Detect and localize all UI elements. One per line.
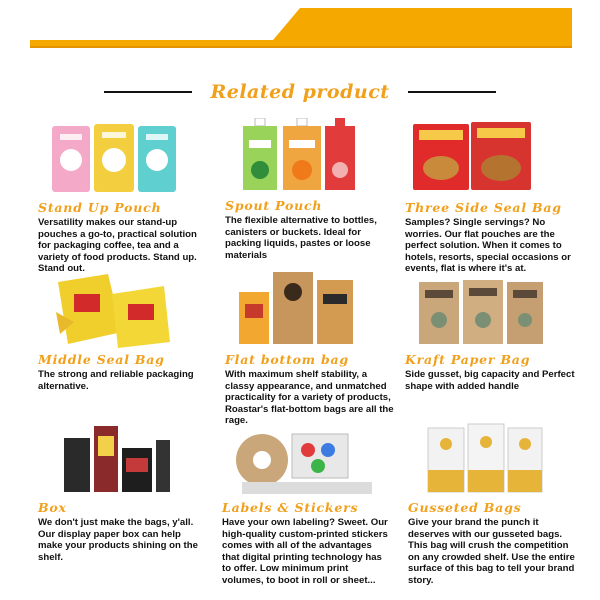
product-name: Flat bottom bag bbox=[225, 352, 349, 367]
section-header bbox=[0, 80, 600, 104]
product-card-box[interactable] bbox=[38, 420, 208, 563]
product-name: Labels & Stickers bbox=[222, 500, 359, 515]
product-description: Have your own labeling? Sweet. Our high-quality custom-printed stickers comes with all of the advantages that digital printing technology has to offer. Low minimum print volumes, to boot in roll or sheet... bbox=[222, 517, 388, 586]
product-description: Give your brand the punch it deserves with our gusseted bags. This bag will crush the competition on any crowded shelf. Use the entire surface of this bag to tell your brand story. bbox=[408, 517, 575, 586]
spout-pouch-image bbox=[225, 118, 395, 196]
product-name: Stand Up Pouch bbox=[38, 200, 162, 215]
labels-stickers-image bbox=[222, 420, 392, 498]
product-card-labels-stickers[interactable] bbox=[222, 420, 392, 587]
product-card-three-side-seal-bag[interactable] bbox=[405, 120, 575, 275]
product-name: Gusseted Bags bbox=[408, 500, 522, 515]
product-card-flat-bottom-bag[interactable] bbox=[225, 272, 395, 427]
product-description: Samples? Single servings? No worries. Our flat pouches are the perfect solution. When it comes to hotels, resorts, special occasions or events, flat is where it's at. bbox=[405, 217, 571, 275]
product-name: Kraft Paper Bag bbox=[405, 352, 531, 367]
product-description: With maximum shelf stability, a classy appearance, and unmatched practicality for a variety of products, Roastar's flat-bottom bags are all the rage. bbox=[225, 369, 394, 427]
product-description: The strong and reliable packaging alternative. bbox=[38, 369, 194, 392]
flat-bottom-bag-image bbox=[225, 272, 395, 350]
box-image bbox=[38, 420, 208, 498]
title-left-rule bbox=[104, 91, 192, 93]
section-title: Related product bbox=[210, 81, 390, 103]
gusseted-bags-image bbox=[408, 420, 578, 498]
middle-seal-bag-image bbox=[38, 272, 208, 350]
banner-stripes-icon bbox=[0, 0, 600, 60]
title-right-rule bbox=[408, 91, 496, 93]
stand-up-pouch-image bbox=[38, 120, 208, 198]
kraft-paper-bag-image bbox=[405, 272, 575, 350]
product-description: We don't just make the bags, y'all. Our display paper box can help make your products shining on the shelf. bbox=[38, 517, 198, 563]
product-description: The flexible alternative to bottles, canisters or buckets. Ideal for packing liquids, pastes or loose materials bbox=[225, 215, 377, 261]
product-description: Side gusset, big capacity and Perfect shape with added handle bbox=[405, 369, 575, 392]
product-name: Three Side Seal Bag bbox=[405, 200, 562, 215]
product-name: Spout Pouch bbox=[225, 198, 323, 213]
top-banner bbox=[0, 0, 600, 60]
product-card-stand-up-pouch[interactable] bbox=[38, 120, 208, 275]
product-card-kraft-paper-bag[interactable] bbox=[405, 272, 575, 392]
three-side-seal-bag-image bbox=[405, 120, 575, 198]
product-name: Middle Seal Bag bbox=[38, 352, 165, 367]
product-card-gusseted-bags[interactable] bbox=[408, 420, 578, 587]
product-name: Box bbox=[38, 500, 67, 515]
product-card-spout-pouch[interactable] bbox=[225, 118, 395, 261]
product-card-middle-seal-bag[interactable] bbox=[38, 272, 208, 392]
product-description: Versatility makes our stand-up pouches a go-to, practical solution for packaging coffee, tea and a variety of food products. Stand up. Stand out. bbox=[38, 217, 197, 275]
